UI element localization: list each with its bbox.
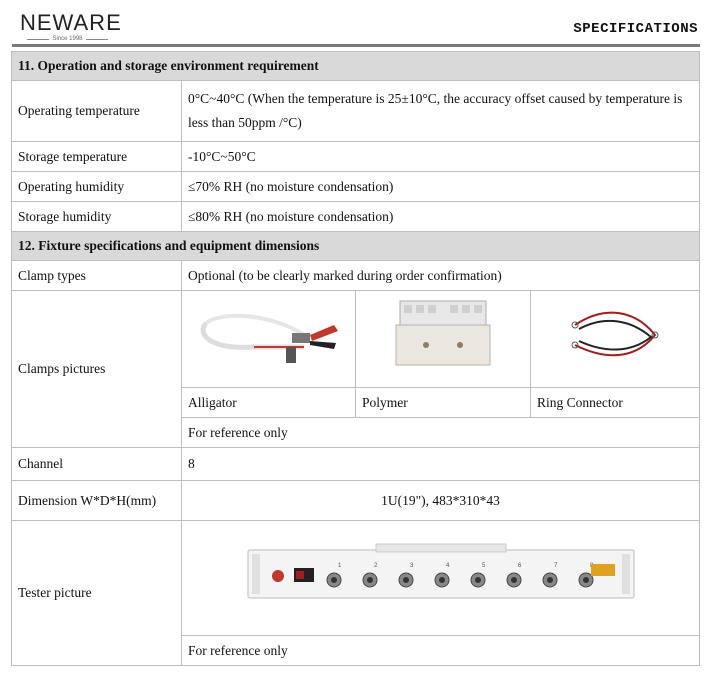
channel-number: 1 — [337, 563, 341, 569]
row-label: Storage humidity — [12, 202, 182, 232]
row-label: Clamps pictures — [12, 291, 182, 448]
tester-reference-note: For reference only — [182, 636, 700, 666]
section-12-title: 12. Fixture specifications and equipment dimensions — [12, 232, 700, 261]
row-label: Channel — [12, 448, 182, 481]
channel-number: 6 — [517, 563, 521, 569]
tester-picture-row — [12, 521, 700, 636]
channel-number: 3 — [409, 563, 413, 569]
ring-connector-picture — [531, 291, 700, 388]
row-value: 0°C~40°C (When the temperature is 25±10°C, the accuracy offset caused by temperature is less than 50ppm /°C) — [182, 81, 700, 142]
channel-connector-core — [403, 577, 409, 583]
row-value: Optional (to be clearly marked during order confirmation) — [182, 261, 700, 291]
battery-tester-icon — [246, 542, 636, 606]
clamps-reference-note: For reference only — [182, 418, 700, 448]
row-label: Tester picture — [12, 521, 182, 666]
table-row — [12, 481, 700, 521]
clamp-label-alligator: Alligator — [182, 388, 356, 418]
section-12-header — [12, 232, 700, 261]
alligator-clamp-icon — [194, 295, 344, 375]
channel-connector-core — [331, 577, 337, 583]
logo-rule-left — [27, 39, 49, 40]
channel-number: 4 — [445, 563, 449, 569]
tester-picture — [182, 521, 700, 636]
logo-tagline — [20, 36, 115, 42]
page-section-label: SPECIFICATIONS — [573, 21, 698, 37]
row-value: ≤70% RH (no moisture condensation) — [182, 172, 700, 202]
logo-tagline-text: Since 1998 — [52, 36, 83, 42]
header-divider — [12, 44, 700, 47]
channel-number: 7 — [553, 563, 557, 569]
channel-connector-core — [547, 577, 553, 583]
polymer-clamp-picture — [356, 291, 531, 388]
clamp-label-polymer: Polymer — [356, 388, 531, 418]
row-value: 8 — [182, 448, 700, 481]
table-row — [12, 172, 700, 202]
row-label: Operating humidity — [12, 172, 182, 202]
table-row — [12, 448, 700, 481]
alligator-clamp-picture — [182, 291, 356, 388]
table-row — [12, 81, 700, 142]
ring-connector-icon — [565, 295, 665, 375]
row-label: Operating temperature — [12, 81, 182, 142]
row-label: Dimension W*D*H(mm) — [12, 481, 182, 521]
neware-logo — [20, 10, 122, 42]
channel-number: 5 — [481, 563, 485, 569]
channel-number: 2 — [373, 563, 377, 569]
channel-connector-core — [511, 577, 517, 583]
channel-connector-core — [439, 577, 445, 583]
channel-connector-core — [583, 577, 589, 583]
row-value: 1U(19"), 483*310*43 — [182, 481, 700, 521]
section-11-title: 11. Operation and storage environment requirement — [12, 52, 700, 81]
table-row — [12, 261, 700, 291]
spec-table — [11, 51, 700, 666]
logo-text: NEWARE — [20, 10, 122, 35]
channel-connector-core — [367, 577, 373, 583]
polymer-clamp-icon — [388, 295, 498, 375]
row-value: -10°C~50°C — [182, 142, 700, 172]
logo-rule-right — [86, 39, 108, 40]
section-11-header — [12, 52, 700, 81]
row-label: Storage temperature — [12, 142, 182, 172]
table-row — [12, 202, 700, 232]
clamp-label-ring-connector: Ring Connector — [531, 388, 700, 418]
clamps-image-row — [12, 291, 700, 388]
channel-connector-core — [475, 577, 481, 583]
row-label: Clamp types — [12, 261, 182, 291]
table-row — [12, 142, 700, 172]
row-value: ≤80% RH (no moisture condensation) — [182, 202, 700, 232]
